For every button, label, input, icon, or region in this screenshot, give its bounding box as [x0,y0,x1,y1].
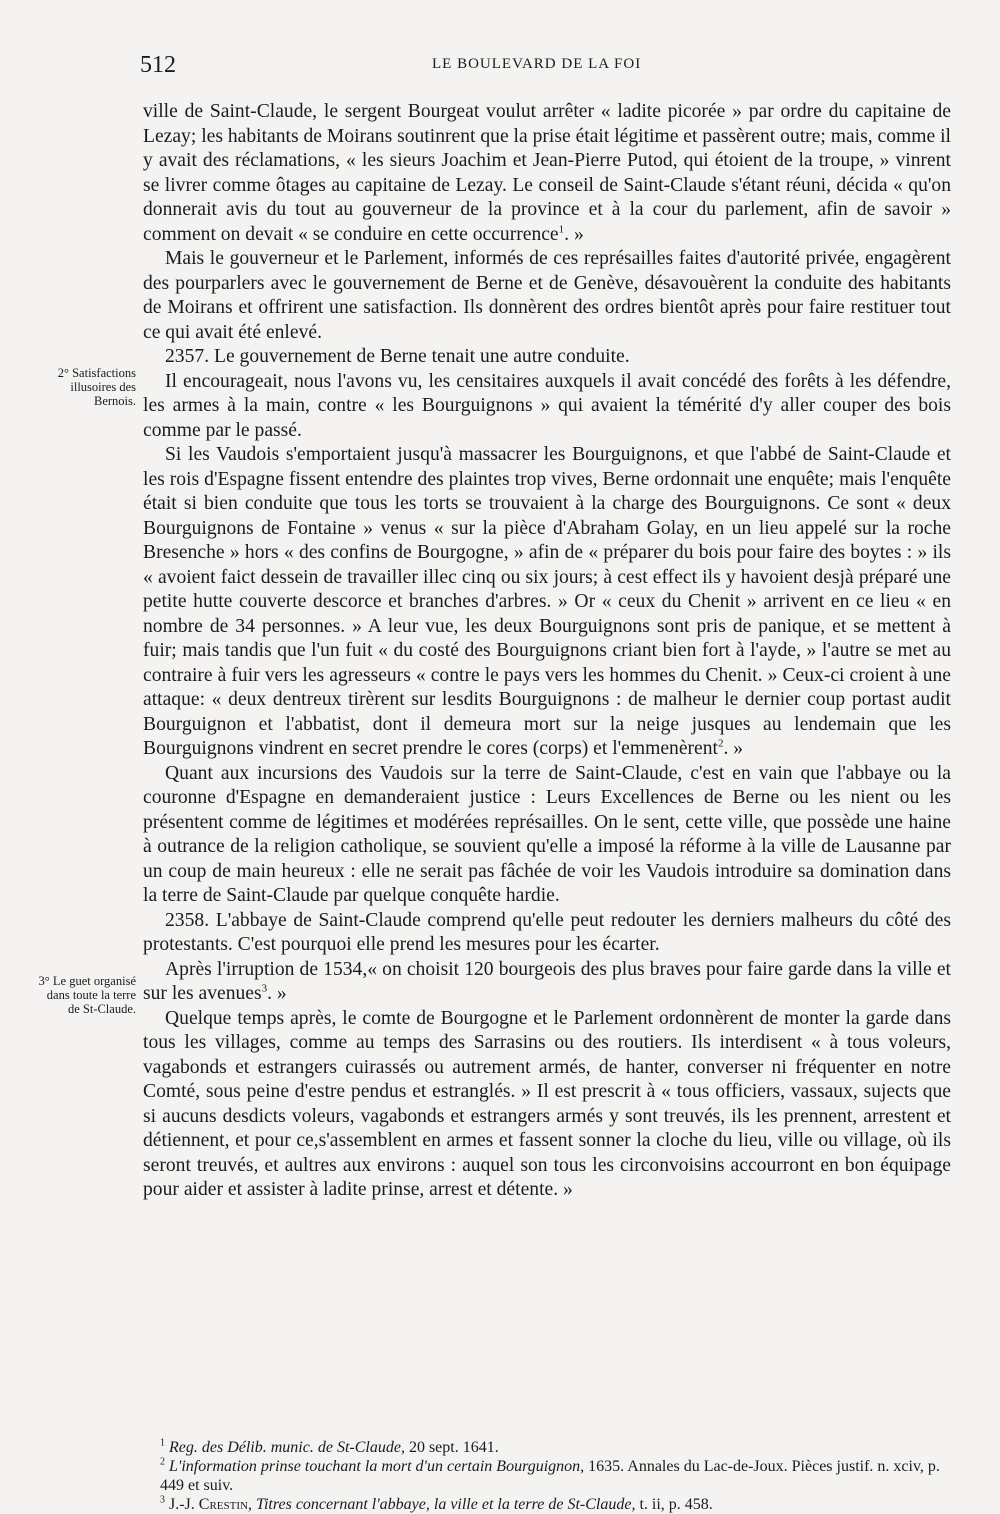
paragraph: Quant aux incursions des Vaudois sur la terre de Saint-Claude, c'est en vain que l'abbaye ou la couronne d'Espagne en demanderaient justice : Leurs Excellences de Berne ou les nient ou les présentent comme de légitimes et modérées représailles. On le sent, cette ville, que possède une haine à outrance de la religion catholique, se souvient qu'elle a imposé la réforme à la ville de Lausanne par un coup de main heureux : elle ne serait pas fâchée de voir les Vaudois introduire sa domination dans la terre de Saint-Claude par quelque conquête hardie. [143,762,951,906]
paragraph-text: Si les Vaudois s'emportaient jusqu'à massacrer les Bourguignons, et que l'abbé de Saint-Claude et les rois d'Espagne fissent entendre des plaintes trop vives, Berne ordonnait une enquête; mais l'enquête était si bien conduite que tous les torts se trouvaient à la charge des Bourguignons. Ce sont « deux Bourguignons de Fontaine » venus « sur la pièce d'Abraham Golay, en un lieu appelé sur la roche Bresenche » hors « des confins de Bourgogne, » afin de « préparer du bois pour faire des boytes : » ils « avoient faict dessein de travailler illec cinq ou six jours; à cest effect ils y havoient desjà préparé une petite hutte couverte descorce et branches d'arbres. » Or « ceux du Chenit » arrivent en ce lieu « en nombre de 34 personnes. » A leur vue, les deux Bourguignons sont pris de panique, et se mettent à fuir; mais tandis que l'un fuit « du costé des Bourguignons criant bien fort à l'ayde, » l'autre se met au contraire à fuir vers les agresseurs « contre le pays vers les hommes du Chenit. » Ceux-ci croient à une attaque: « deux dentreux tirèrent sur lesdits Bourguignons : de malheur le dernier coup portast audit Bourguignon et l'abbatist, dont il demeura mort sur la neige jusques au lendemain que les Bourguignons vindrent en secret prendre le cores (corps) et l'emmenèrent [143,444,951,759]
paragraph [143,100,951,247]
paragraph-text-end: . » [723,738,744,759]
footnote-author: J.-J. Crestin, [169,1496,252,1513]
paragraph-text: Après l'irruption de 1534,« on choisit 120 bourgeois des plus braves pour faire garde dans la ville et sur les avenues [143,958,951,1004]
footnote-1 [143,1438,951,1457]
footnote-number: 2 [160,1456,165,1468]
page-number: 512 [140,52,176,78]
paragraph-text-end: . » [564,223,584,245]
footnote-3 [143,1495,951,1514]
paragraph: 2358. L'abbaye de Saint-Claude comprend qu'elle peut redouter les derniers malheurs du côté des protestants. C'est pourquoi elle prend les mesures pour les écarter. [143,909,951,955]
paragraph [143,958,951,1007]
paragraph: 2357. Le gouvernement de Berne tenait une autre conduite. [165,346,630,367]
footnote-text: 1635. Annales du Lac-de-Joux. Pièces justif. n. xciv, p. 449 et suiv. [160,1458,940,1494]
margin-note-guet: 3° Le guet organisé dans toute la terre de St-Claude. [38,974,136,1016]
footnote-2 [143,1457,951,1495]
footnote-title: Titres concernant l'abbaye, la ville et la terre de St-Claude, [251,1496,636,1513]
footnote-text: t. ii, p. 458. [635,1496,713,1513]
footnote-title: Reg. des Délib. munic. de St-Claude, [169,1439,405,1456]
paragraph: Mais le gouverneur et le Parlement, informés de ces représailles faites d'autorité privée, engagèrent des pourparlers avec le gouvernement de Berne et de Genève, désavouèrent la conduite des habitants de Moirans et offrirent une satisfaction. Ils donnèrent des ordres bientôt après pour faire restituer tout ce qui avait été enlevé. [143,248,951,343]
paragraph: Quelque temps après, le comte de Bourgogne et le Parlement ordonnèrent de monter la garde dans tous les villages, comme au temps des Sarrasins ou des routiers. Ils interdisent « à tous voleurs, vagabonds et estrangers cuirassés ou autrement armés, de hanter, converser ni fréquenter en notre Comté, sous peine d'estre pendus et estranglés. » Il est prescrit à « tous officiers, vassaux, sujects que si aucuns desdicts voleurs, vagabonds et estrangers armés y sont treuvés, ils les prennent, arrestent et détiennent, et pour ce,s'assemblent en armes et fassent sonner la cloche du lieu, ville ou village, où ils seront treuvés, et aultres aux environs : auquel son tous les circonvoisins accourront en bon équipage pour aider et assister à ladite prinse, arrest et détente. » [143,1007,951,1200]
footnote-number: 3 [160,1494,165,1506]
footnote-ref: 3 [261,982,268,995]
footnote-number: 1 [160,1437,165,1449]
footnote-title: L'information prinse touchant la mort d'un certain Bourguignon, [169,1458,585,1475]
paragraph: Il encourageait, nous l'avons vu, les censitaires auxquels il avait concédé des forêts à les défendre, les armes à la main, contre « les Bourguignons » qui avaient la témérité d'y aller couper des bois comme par le passé. [143,370,951,441]
paragraph [143,443,951,762]
paragraph-text-end: . » [267,983,287,1004]
running-title: LE BOULEVARD DE LA FOI [432,56,642,72]
main-text [143,100,951,1203]
footnotes [143,1438,951,1514]
paragraph-text: ville de Saint-Claude, le sergent Bourgeat voulut arrêter « ladite picorée » par ordre du capitaine de Lezay; les habitants de Moirans soutinrent que la prise était légitime et passèrent outre; mais, comme il y avait des réclamations, « les sieurs Joachim et Jean-Pierre Putod, qui étoient de la troupe, » vinrent se livrer comme ôtages au capitaine de Lezay. Le conseil de Saint-Claude s'étant réuni, décida « qu'on donnerait avis du tout au gouverneur de la province et à la cour du parlement, afin de savoir » comment on devait « se conduire en cette occurrence [143,101,952,245]
footnote-ref: 1 [558,222,565,235]
margin-note-satisfactions: 2° Satisfactions illusoires des Bernois. [57,366,136,408]
footnote-text: 20 sept. 1641. [404,1439,499,1456]
footnote-ref: 2 [718,737,724,750]
